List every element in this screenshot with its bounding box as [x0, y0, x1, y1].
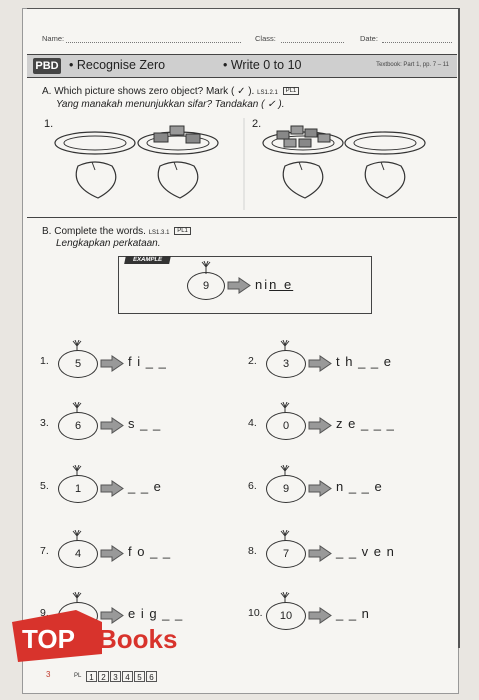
word-item	[40, 350, 240, 386]
topbooks-logo	[6, 602, 184, 672]
digit-value: 9	[282, 483, 290, 495]
pl-level-box[interactable]: 4	[122, 671, 133, 682]
topbooks-logo-graphic	[6, 602, 184, 672]
word-to-complete[interactable]: t h _ _ e	[336, 354, 392, 369]
example-digit: 9	[202, 280, 210, 292]
arrow-icon	[100, 417, 124, 434]
word-item	[248, 412, 448, 448]
word-to-complete[interactable]: _ _ v e n	[336, 544, 395, 559]
word-item	[248, 475, 448, 511]
example-digit-bubble	[187, 272, 225, 300]
digit-value: 6	[74, 420, 82, 432]
empty-plate-2	[345, 132, 425, 154]
word-to-complete[interactable]: s _ _	[128, 416, 162, 431]
date-label: Date:	[360, 34, 378, 43]
digit-bubble	[58, 540, 98, 568]
digit-value: 7	[282, 548, 290, 560]
word-item-number: 4.	[248, 417, 257, 429]
digit-bubble	[266, 475, 306, 503]
digit-bubble	[58, 350, 98, 378]
page-number: 3	[46, 670, 51, 679]
word-to-complete[interactable]: n _ _ e	[336, 479, 383, 494]
word-item-number: 2.	[248, 355, 257, 367]
digit-value: 0	[282, 420, 290, 432]
digit-bubble	[266, 412, 306, 440]
digit-bubble	[58, 412, 98, 440]
pl-level-box[interactable]: 2	[98, 671, 109, 682]
example-word	[255, 277, 293, 292]
pl-level-box[interactable]: 5	[134, 671, 145, 682]
item-a1-number: 1.	[44, 118, 54, 130]
pl-label: PL	[74, 673, 82, 679]
word-to-complete[interactable]: f i _ _	[128, 354, 167, 369]
sprout-icon	[199, 261, 213, 274]
section-b-pl-tag: PL1	[174, 227, 191, 235]
pbd-badge: PBD	[33, 58, 61, 74]
section-a-standard: LS1.2.1	[257, 90, 278, 96]
arrow-icon	[308, 417, 332, 434]
arrow-icon	[227, 277, 251, 294]
title-write-numbers: • Write 0 to 10	[223, 58, 302, 72]
name-label: Name:	[42, 34, 65, 43]
pl-level-box[interactable]: 6	[146, 671, 157, 682]
plate-with-cakes	[138, 126, 218, 154]
digit-bubble	[266, 350, 306, 378]
section-b-standard: LS1.3.1	[148, 230, 170, 236]
svg-text:TOP: TOP	[22, 624, 75, 654]
word-item	[40, 475, 240, 511]
word-item-number: 1.	[40, 355, 49, 367]
answer-leaf-2b[interactable]	[365, 162, 405, 198]
digit-value: 3	[282, 358, 290, 370]
svg-text:Books: Books	[98, 624, 178, 654]
word-item-number: 7.	[40, 545, 49, 557]
example-box	[118, 256, 372, 314]
word-to-complete[interactable]: _ _ e	[128, 479, 162, 494]
digit-bubble	[266, 602, 306, 630]
word-item-number: 3.	[40, 417, 49, 429]
digit-value: 5	[74, 358, 82, 370]
section-b-translation: Lengkapkan perkataan.	[56, 238, 161, 249]
answer-leaf-1a[interactable]	[76, 162, 116, 198]
section-a-text: A. Which picture shows zero object? Mark ( ✓ ).	[42, 86, 255, 97]
digit-value: 1	[74, 483, 82, 495]
word-item	[248, 350, 448, 386]
example-word-prefix: ni	[255, 277, 270, 292]
word-item-number: 6.	[248, 480, 257, 492]
word-to-complete[interactable]: z e _ _ _	[336, 416, 395, 431]
word-item	[40, 540, 240, 576]
word-to-complete[interactable]: f o _ _	[128, 544, 172, 559]
arrow-icon	[100, 545, 124, 562]
section-a-pl-tag: PL1	[283, 87, 300, 95]
digit-value: 10	[279, 610, 293, 622]
word-item-number: 5.	[40, 480, 49, 492]
digit-bubble	[266, 540, 306, 568]
arrow-icon	[100, 480, 124, 497]
item-a2-number: 2.	[252, 118, 262, 130]
digit-value: 4	[74, 548, 82, 560]
word-item-number: 8.	[248, 545, 257, 557]
pl-level-box[interactable]: 1	[86, 671, 97, 682]
empty-plate	[55, 132, 135, 154]
example-word-answer: n e	[269, 277, 294, 292]
example-label: EXAMPLE	[124, 256, 171, 264]
word-to-complete[interactable]: e i g _ _	[128, 606, 184, 621]
section-b-text: B. Complete the words.	[42, 226, 146, 237]
section-divider	[27, 217, 457, 218]
word-item-number: 10.	[248, 607, 263, 619]
title-recognise-zero: • Recognise Zero	[69, 58, 166, 72]
word-item	[40, 412, 240, 448]
plate-with-cakes-2	[263, 126, 343, 154]
word-to-complete[interactable]: _ _ n	[336, 606, 370, 621]
digit-bubble	[58, 475, 98, 503]
class-label: Class:	[255, 34, 276, 43]
arrow-icon	[308, 607, 332, 624]
word-item	[248, 540, 448, 576]
section-a-pictures	[0, 0, 479, 230]
section-a-translation: Yang manakah menunjukkan sifar? Tandakan ( ✓ ).	[56, 99, 285, 110]
arrow-icon	[308, 480, 332, 497]
arrow-icon	[308, 355, 332, 372]
word-item	[248, 602, 448, 638]
arrow-icon	[308, 545, 332, 562]
answer-leaf-2a[interactable]	[283, 162, 323, 198]
textbook-reference: Textbook: Part 1, pp. 7 – 11	[376, 62, 449, 68]
pl-level-box[interactable]: 3	[110, 671, 121, 682]
answer-leaf-1b[interactable]	[158, 162, 198, 198]
arrow-icon	[100, 355, 124, 372]
section-b-question	[42, 226, 191, 237]
word-item-number: 9.	[40, 607, 49, 619]
